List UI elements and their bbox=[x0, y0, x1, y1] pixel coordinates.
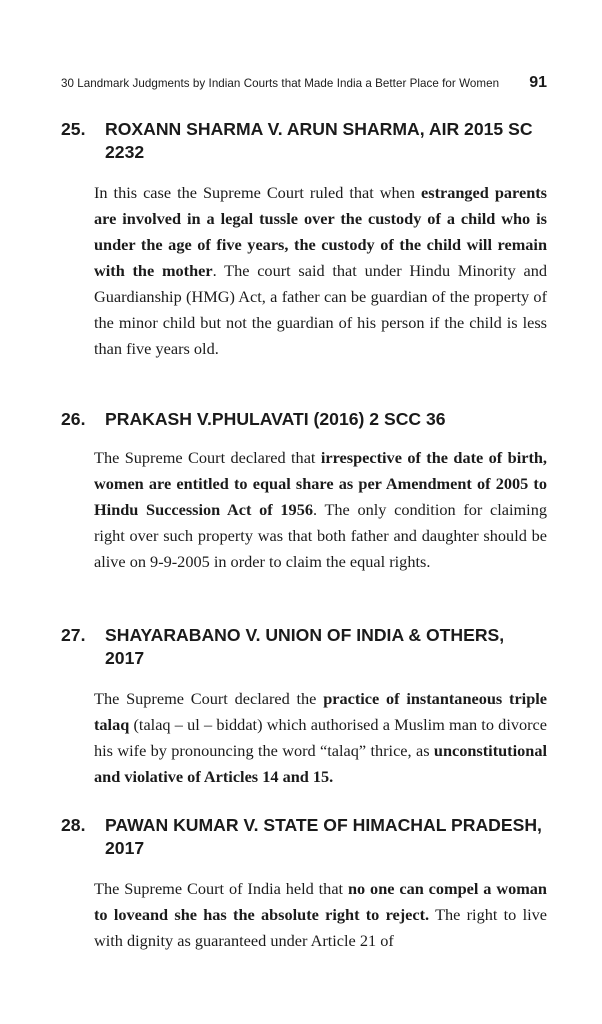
body-text-run: . The court said that under Hindu Minority and Guardianship (HMG) Act, a father can be guardian of the property of the minor child but not the guardian of his person if the child is less than five years old. bbox=[94, 261, 547, 358]
section-title: SHAYARABANO V. UNION OF INDIA & OTHERS, 2017 bbox=[105, 625, 505, 668]
section-heading bbox=[61, 118, 547, 164]
section-title: PAWAN KUMAR V. STATE OF HIMACHAL PRADESH, 2017 bbox=[105, 815, 542, 858]
body-text-run: . The only condition for claiming right over such property was that both father and daughter should be alive on 9-9-2005 in order to claim the equal rights. bbox=[94, 500, 547, 571]
section-28 bbox=[61, 814, 547, 954]
section-body bbox=[94, 445, 547, 575]
body-text-run: In this case the Supreme Court ruled that when bbox=[94, 183, 422, 202]
section-number: 26. bbox=[61, 409, 86, 429]
body-text-run: The Supreme Court of India held that bbox=[94, 879, 348, 898]
section-26 bbox=[61, 408, 547, 575]
section-number: 28. bbox=[61, 815, 86, 835]
body-text-run: The Supreme Court declared the bbox=[94, 689, 324, 708]
section-heading bbox=[61, 624, 547, 670]
body-text-run: (talaq – ul – biddat) which authorised a Muslim man to divorce his wife by pronouncing the word “talaq” thrice, as bbox=[94, 715, 547, 760]
body-text-run: The right to live with dignity as guaranteed under Article 21 of bbox=[94, 905, 547, 950]
body-bold-run: unconstitutional and violative of Articles 14 and 15. bbox=[94, 741, 547, 786]
body-text-run: The Supreme Court declared that bbox=[94, 448, 321, 467]
section-heading bbox=[61, 408, 547, 431]
section-title: PRAKASH V.PHULAVATI (2016) 2 SCC 36 bbox=[105, 409, 446, 429]
running-title: 30 Landmark Judgments by Indian Courts that Made India a Better Place for Women bbox=[61, 77, 500, 90]
body-bold-run: estranged parents are involved in a legal tussle over the custody of a child who is under the age of five years, the custody of the child will remain with the mother bbox=[94, 183, 548, 280]
body-bold-run: practice of instantaneous triple talaq bbox=[94, 689, 548, 734]
section-body bbox=[94, 180, 547, 362]
body-bold-run: irrespective of the date of birth, women are entitled to equal share as per Amendment of 2005 to Hindu Succession Act of 1956 bbox=[94, 448, 547, 519]
page-number: 91 bbox=[529, 74, 547, 91]
section-number: 25. bbox=[61, 119, 86, 139]
section-title: ROXANN SHARMA V. ARUN SHARMA, AIR 2015 SC 2232 bbox=[105, 119, 533, 162]
running-header bbox=[61, 74, 547, 92]
section-number: 27. bbox=[61, 625, 86, 645]
body-bold-run: no one can compel a woman to loveand she has the absolute right to reject. bbox=[94, 879, 547, 924]
section-body bbox=[94, 686, 547, 790]
section-heading bbox=[61, 814, 547, 860]
section-27 bbox=[61, 624, 547, 790]
section-25 bbox=[61, 118, 547, 362]
section-body bbox=[94, 876, 547, 954]
